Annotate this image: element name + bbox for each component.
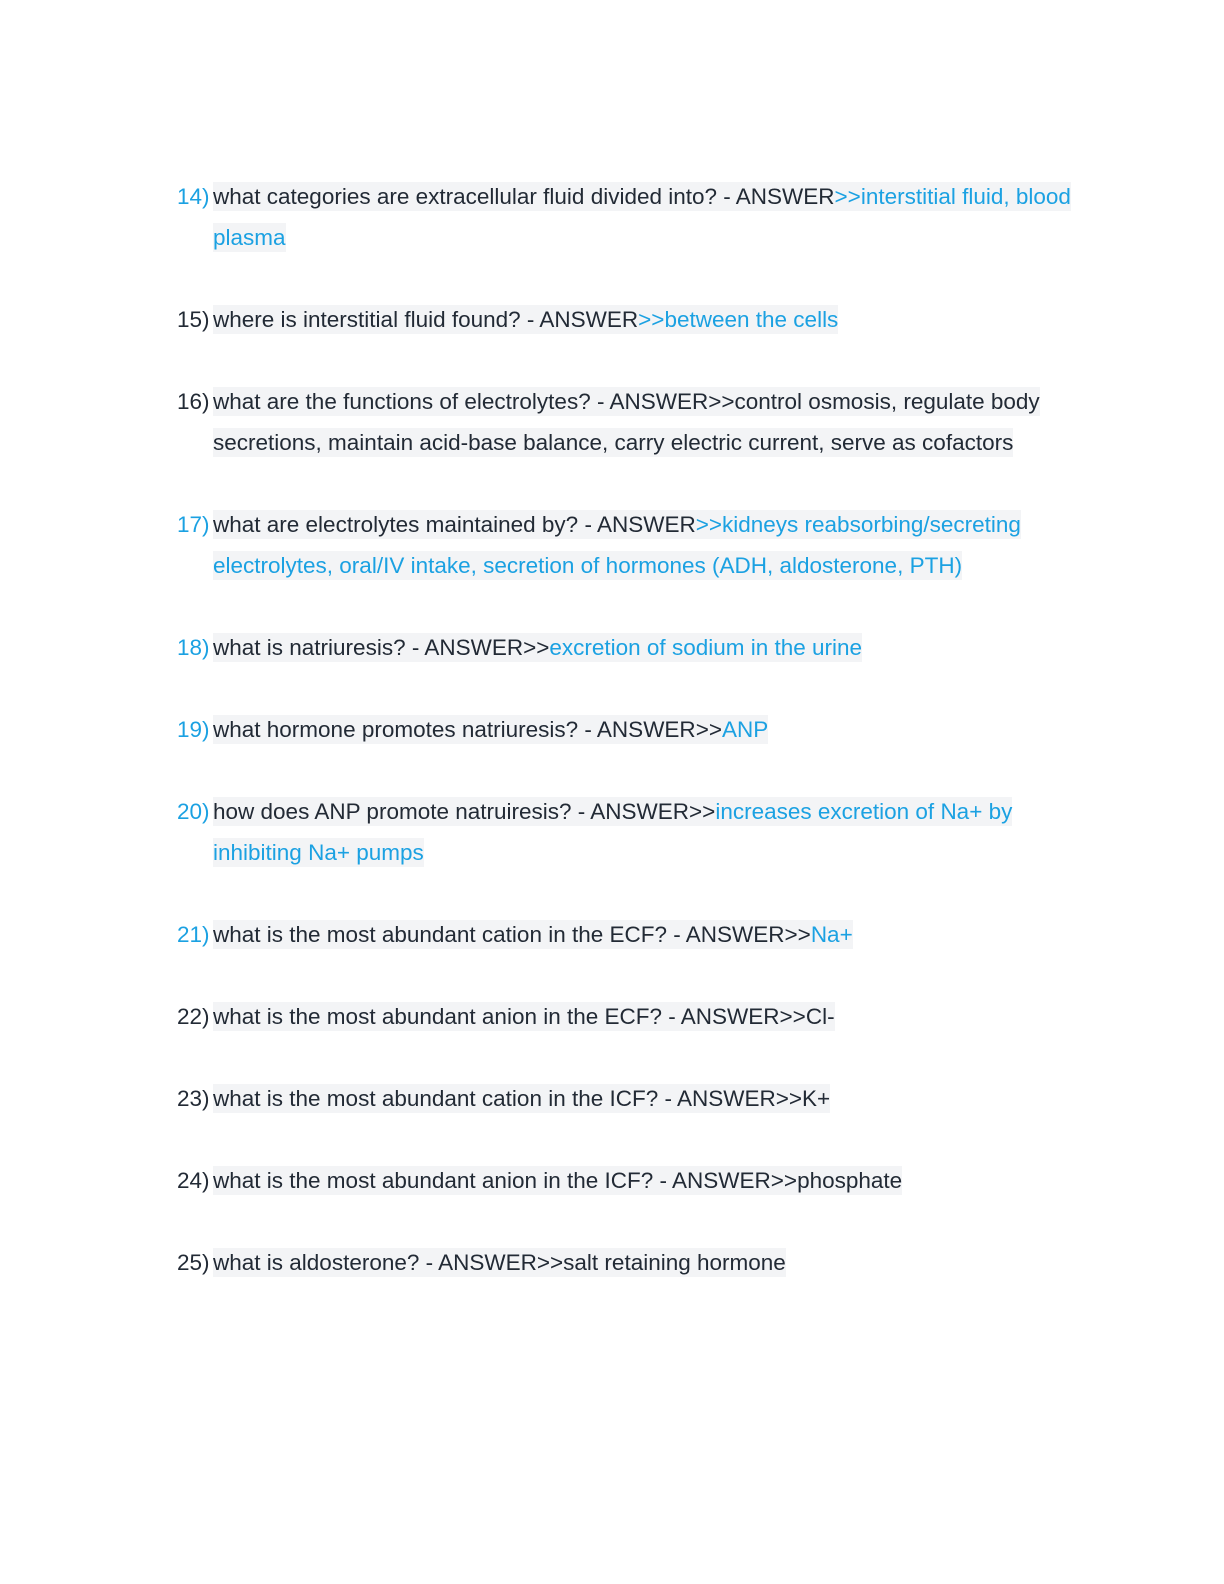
answer-text: salt retaining hormone xyxy=(563,1250,786,1275)
answer-prefix: >> xyxy=(834,184,861,209)
question-answer-text xyxy=(213,914,1077,955)
question-text: what is the most abundant anion in the ICF? - ANSWER xyxy=(213,1168,771,1193)
question-answer-text xyxy=(213,996,1077,1037)
answer-text: Na+ xyxy=(810,922,853,947)
qa-item-25 xyxy=(177,1242,1077,1283)
question-number: 24) xyxy=(177,1168,210,1193)
answer-prefix: >> xyxy=(708,389,735,414)
answer-text: K+ xyxy=(802,1086,831,1111)
qa-item-15 xyxy=(177,299,1077,340)
answer-text: control osmosis, regulate body secretions, maintain acid-base balance, carry electric current, serve as cofactors xyxy=(213,389,1040,455)
answer-text: excretion of sodium in the urine xyxy=(549,635,863,660)
question-number: 21) xyxy=(177,922,210,947)
question-text: what is natriuresis? - ANSWER xyxy=(213,635,524,660)
qa-item-19 xyxy=(177,709,1077,750)
qa-item-20 xyxy=(177,791,1077,873)
question-answer-text xyxy=(213,1242,1077,1283)
answer-prefix: >> xyxy=(770,1168,798,1193)
answer-text: kidneys reabsorbing/secreting electrolytes, oral/IV intake, secretion of hormones (ADH, aldosterone, PTH) xyxy=(213,512,1021,578)
qa-item-14 xyxy=(177,176,1077,258)
qa-item-24 xyxy=(177,1160,1077,1201)
qa-item-21 xyxy=(177,914,1077,955)
answer-text: ANP xyxy=(721,717,769,742)
question-answer-text xyxy=(213,176,1077,258)
qa-list xyxy=(177,176,1077,1324)
qa-item-16 xyxy=(177,381,1077,463)
question-text: what is the most abundant cation in the ECF? - ANSWER xyxy=(213,922,785,947)
question-number: 25) xyxy=(177,1250,210,1275)
question-number: 17) xyxy=(177,512,210,537)
question-number: 15) xyxy=(177,307,210,332)
answer-prefix: >> xyxy=(695,512,722,537)
question-number: 16) xyxy=(177,389,210,414)
question-text: what is the most abundant anion in the ECF? - ANSWER xyxy=(213,1004,780,1029)
question-answer-text xyxy=(213,299,1077,340)
question-number: 22) xyxy=(177,1004,210,1029)
question-text: what is aldosterone? - ANSWER xyxy=(213,1250,537,1275)
question-answer-text xyxy=(213,504,1077,586)
answer-text: between the cells xyxy=(664,307,839,332)
question-text: what hormone promotes natriuresis? - ANSWER xyxy=(213,717,696,742)
answer-prefix: >> xyxy=(536,1250,564,1275)
answer-prefix: >> xyxy=(638,307,665,332)
qa-item-18 xyxy=(177,627,1077,668)
answer-text: increases excretion of Na+ by inhibiting Na+ pumps xyxy=(213,799,1013,865)
answer-prefix: >> xyxy=(775,1086,803,1111)
answer-prefix: >> xyxy=(784,922,811,947)
question-number: 20) xyxy=(177,799,210,824)
question-text: what is the most abundant cation in the ICF? - ANSWER xyxy=(213,1086,776,1111)
question-answer-text xyxy=(213,381,1077,463)
question-answer-text xyxy=(213,1160,1077,1201)
question-number: 14) xyxy=(177,184,210,209)
question-number: 23) xyxy=(177,1086,210,1111)
question-answer-text xyxy=(213,1078,1077,1119)
question-text: what categories are extracellular fluid divided into? - ANSWER xyxy=(213,184,835,209)
question-answer-text xyxy=(213,627,1077,668)
answer-text: phosphate xyxy=(797,1168,903,1193)
answer-prefix: >> xyxy=(523,635,550,660)
question-text: what are electrolytes maintained by? - ANSWER xyxy=(213,512,696,537)
answer-text: interstitial fluid, blood plasma xyxy=(213,184,1071,250)
question-answer-text xyxy=(213,791,1077,873)
question-text: how does ANP promote natruiresis? - ANSWER xyxy=(213,799,690,824)
question-answer-text xyxy=(213,709,1077,750)
answer-prefix: >> xyxy=(779,1004,806,1029)
question-text: where is interstitial fluid found? - ANSWER xyxy=(213,307,639,332)
qa-item-17 xyxy=(177,504,1077,586)
qa-item-23 xyxy=(177,1078,1077,1119)
qa-item-22 xyxy=(177,996,1077,1037)
question-text: what are the functions of electrolytes? - ANSWER xyxy=(213,389,709,414)
answer-prefix: >> xyxy=(695,717,722,742)
answer-text: Cl- xyxy=(805,1004,835,1029)
answer-prefix: >> xyxy=(689,799,716,824)
question-number: 19) xyxy=(177,717,210,742)
question-number: 18) xyxy=(177,635,210,660)
